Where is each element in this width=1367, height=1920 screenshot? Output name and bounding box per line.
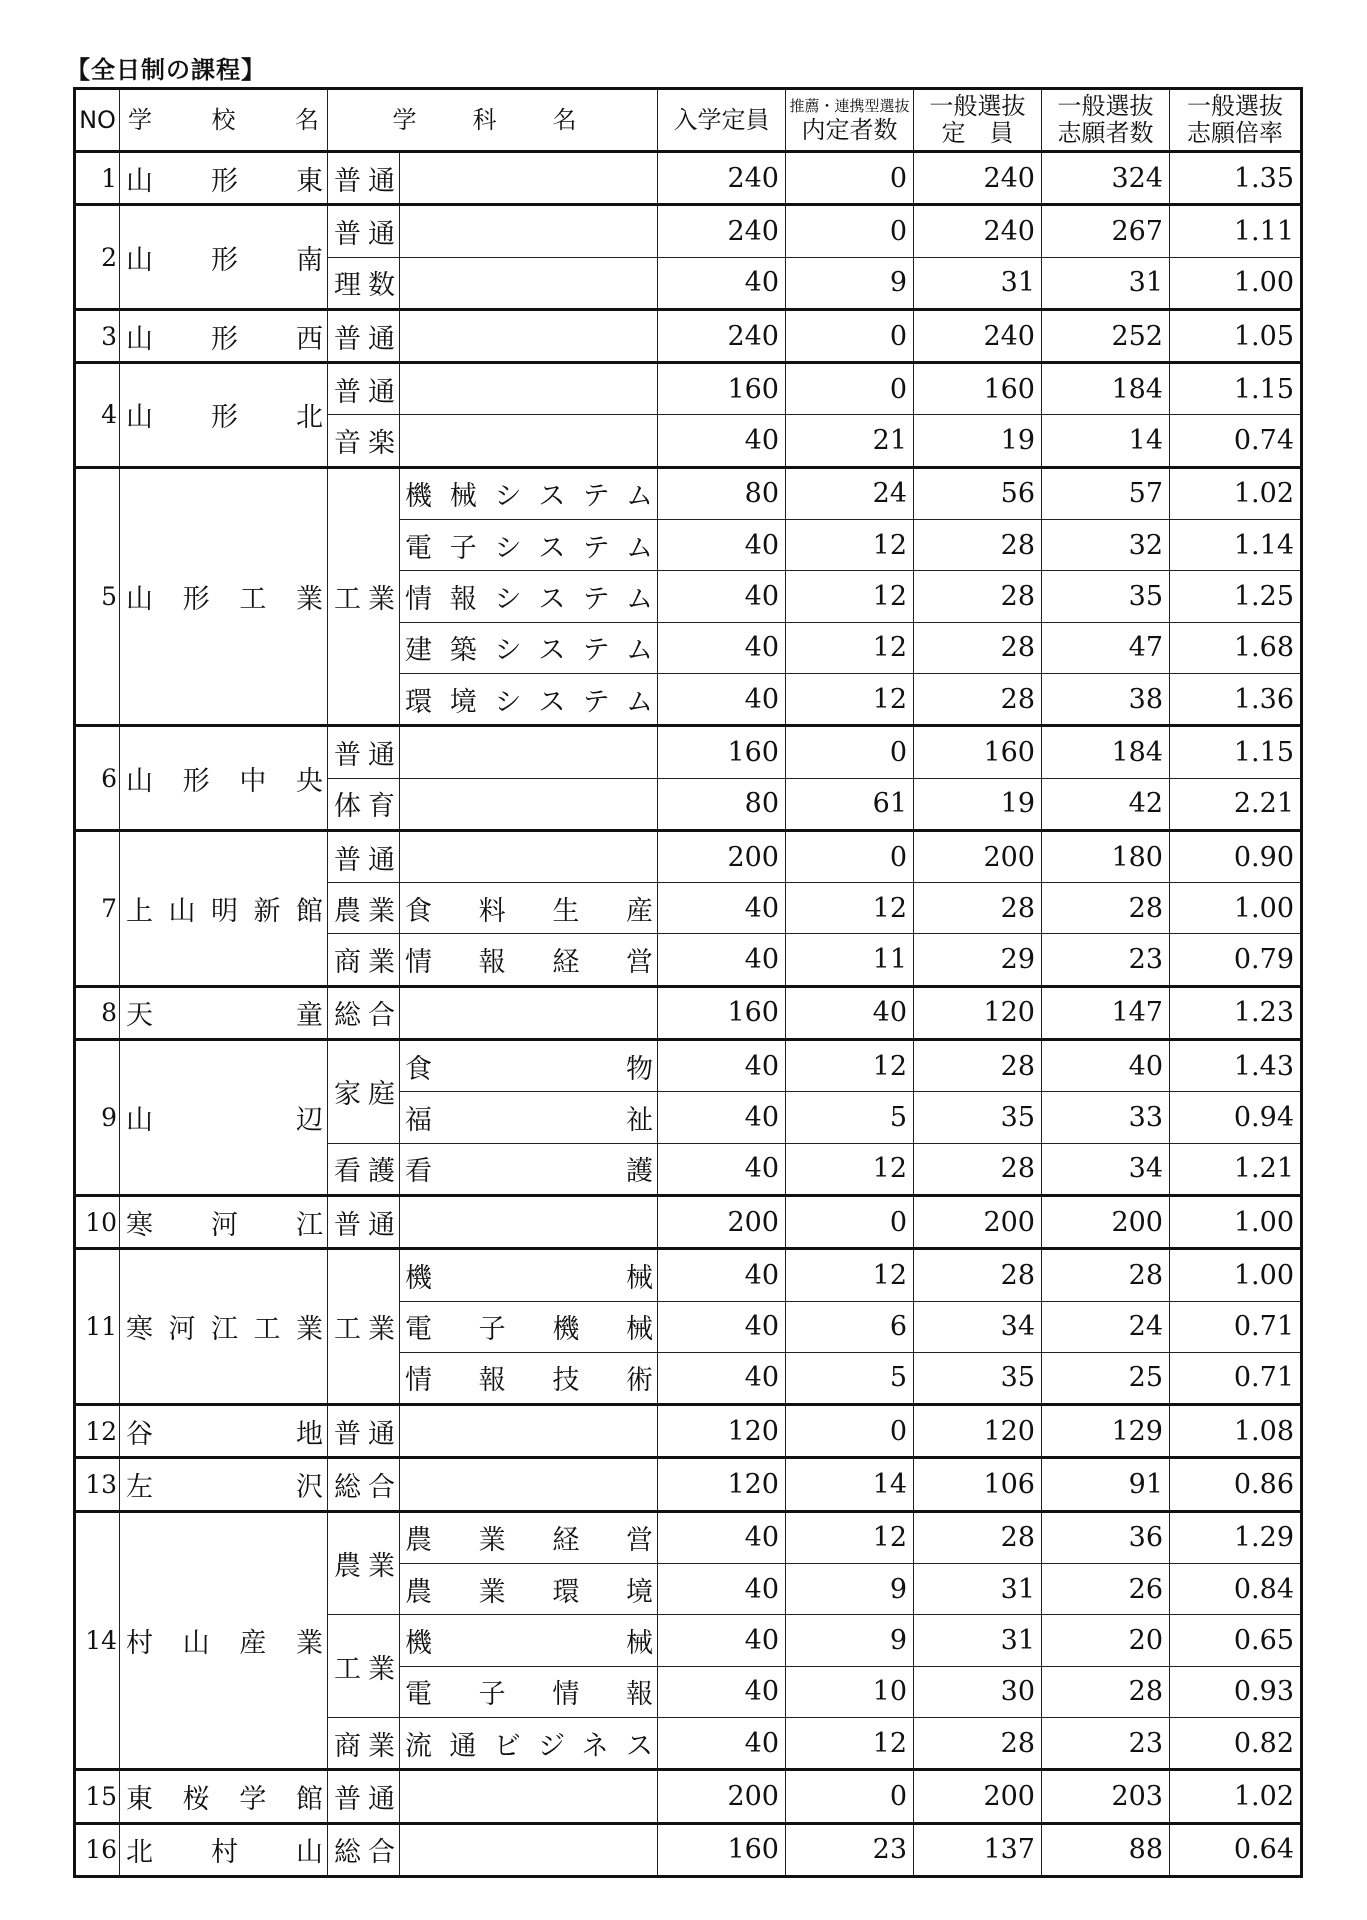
recommend-value: 12 — [786, 1249, 914, 1301]
major-name: 総合 — [328, 1458, 400, 1511]
general-capacity-value: 137 — [914, 1823, 1042, 1876]
sub-dept-name: 機械 — [400, 1249, 658, 1301]
school-group — [75, 1040, 1302, 1196]
sub-dept-name: 建築システム — [400, 622, 658, 673]
applicants-value: 40 — [1042, 1040, 1170, 1092]
header-general-capacity: 一般選抜 定 員 — [914, 89, 1042, 152]
school-no: 8 — [75, 986, 120, 1039]
school-group — [75, 309, 1302, 362]
ratio-value: 0.79 — [1170, 934, 1302, 986]
ratio-value: 0.84 — [1170, 1564, 1302, 1615]
general-capacity-value: 240 — [914, 309, 1042, 362]
school-group — [75, 1770, 1302, 1823]
school-group — [75, 1823, 1302, 1876]
general-capacity-value: 106 — [914, 1458, 1042, 1511]
applicants-value: 33 — [1042, 1092, 1170, 1143]
school-no: 14 — [75, 1511, 120, 1769]
table-row — [75, 986, 1302, 1039]
sub-dept-name: 農業経営 — [400, 1511, 658, 1563]
school-name: 山形工業 — [120, 467, 328, 725]
capacity-value: 40 — [658, 883, 786, 934]
school-name: 天童 — [120, 986, 328, 1039]
sub-dept-name: 食料生産 — [400, 883, 658, 934]
general-capacity-value: 240 — [914, 152, 1042, 205]
sub-dept-name: 機械システム — [400, 467, 658, 519]
general-capacity-value: 200 — [914, 830, 1042, 882]
capacity-value: 240 — [658, 205, 786, 257]
recommend-value: 10 — [786, 1666, 914, 1717]
capacity-value: 80 — [658, 778, 786, 830]
applicants-value: 14 — [1042, 415, 1170, 467]
header-school: 学 校 名 — [120, 89, 328, 152]
capacity-value: 40 — [658, 622, 786, 673]
major-name: 普通 — [328, 1195, 400, 1248]
applicants-value: 38 — [1042, 673, 1170, 725]
sub-dept-name — [400, 1195, 658, 1248]
capacity-value: 160 — [658, 726, 786, 778]
applicants-value: 25 — [1042, 1352, 1170, 1404]
general-capacity-value: 56 — [914, 467, 1042, 519]
capacity-value: 40 — [658, 1615, 786, 1666]
general-capacity-value: 200 — [914, 1195, 1042, 1248]
recommend-value: 0 — [786, 726, 914, 778]
table-row — [75, 830, 1302, 882]
recommend-value: 9 — [786, 1615, 914, 1666]
general-capacity-value: 35 — [914, 1092, 1042, 1143]
recommend-value: 0 — [786, 363, 914, 415]
applicants-value: 324 — [1042, 152, 1170, 205]
capacity-value: 40 — [658, 934, 786, 986]
major-name: 普通 — [328, 1405, 400, 1458]
ratio-value: 0.94 — [1170, 1092, 1302, 1143]
capacity-value: 40 — [658, 1666, 786, 1717]
ratio-value: 1.02 — [1170, 467, 1302, 519]
sub-dept-name — [400, 152, 658, 205]
header-recommend: 推薦・連携型選抜 内定者数 — [786, 89, 914, 152]
ratio-value: 1.05 — [1170, 309, 1302, 362]
sub-dept-name: 電子システム — [400, 520, 658, 571]
applicants-value: 203 — [1042, 1770, 1170, 1823]
general-capacity-value: 240 — [914, 205, 1042, 257]
ratio-value: 1.29 — [1170, 1511, 1302, 1563]
sub-dept-name: 食物 — [400, 1040, 658, 1092]
capacity-value: 40 — [658, 1564, 786, 1615]
ratio-value: 0.71 — [1170, 1301, 1302, 1352]
recommend-value: 0 — [786, 309, 914, 362]
table-row — [75, 1249, 1302, 1301]
school-no: 4 — [75, 363, 120, 468]
school-name: 村山産業 — [120, 1511, 328, 1769]
applicants-value: 23 — [1042, 934, 1170, 986]
recommend-value: 9 — [786, 257, 914, 309]
major-name: 工業 — [328, 467, 400, 725]
recommend-value: 12 — [786, 1040, 914, 1092]
school-group — [75, 1249, 1302, 1405]
major-name: 家庭 — [328, 1040, 400, 1144]
school-group — [75, 205, 1302, 310]
ratio-value: 1.11 — [1170, 205, 1302, 257]
capacity-value: 40 — [658, 1249, 786, 1301]
school-name: 山形南 — [120, 205, 328, 310]
general-capacity-value: 160 — [914, 363, 1042, 415]
major-name: 看護 — [328, 1143, 400, 1195]
ratio-value: 1.02 — [1170, 1770, 1302, 1823]
sub-dept-name: 機械 — [400, 1615, 658, 1666]
applicants-value: 35 — [1042, 571, 1170, 622]
school-no: 1 — [75, 152, 120, 205]
recommend-value: 0 — [786, 1405, 914, 1458]
applicants-value: 32 — [1042, 520, 1170, 571]
table-row — [75, 309, 1302, 362]
school-no: 11 — [75, 1249, 120, 1405]
ratio-value: 0.64 — [1170, 1823, 1302, 1876]
general-capacity-value: 28 — [914, 1511, 1042, 1563]
ratio-value: 1.08 — [1170, 1405, 1302, 1458]
recommend-value: 12 — [786, 883, 914, 934]
ratio-value: 1.25 — [1170, 571, 1302, 622]
applicants-value: 20 — [1042, 1615, 1170, 1666]
school-name: 山形西 — [120, 309, 328, 362]
sub-dept-name — [400, 205, 658, 257]
capacity-value: 240 — [658, 309, 786, 362]
sub-dept-name: 情報経営 — [400, 934, 658, 986]
major-name: 普通 — [328, 363, 400, 415]
capacity-value: 120 — [658, 1458, 786, 1511]
applicants-value: 34 — [1042, 1143, 1170, 1195]
school-name: 山形東 — [120, 152, 328, 205]
general-capacity-value: 28 — [914, 673, 1042, 725]
school-group — [75, 1405, 1302, 1458]
capacity-value: 240 — [658, 152, 786, 205]
page-title: 【全日制の課程】 — [66, 56, 266, 84]
applicants-value: 88 — [1042, 1823, 1170, 1876]
ratio-value: 0.86 — [1170, 1458, 1302, 1511]
capacity-value: 160 — [658, 1823, 786, 1876]
sub-dept-name: 情報システム — [400, 571, 658, 622]
capacity-value: 40 — [658, 1143, 786, 1195]
table-row — [75, 1405, 1302, 1458]
major-name: 普通 — [328, 830, 400, 882]
sub-dept-name — [400, 726, 658, 778]
general-capacity-value: 160 — [914, 726, 1042, 778]
school-no: 13 — [75, 1458, 120, 1511]
school-no: 2 — [75, 205, 120, 310]
table-row — [75, 152, 1302, 205]
header-no: NO — [75, 89, 120, 152]
capacity-value: 200 — [658, 830, 786, 882]
applicants-value: 31 — [1042, 257, 1170, 309]
school-name: 山辺 — [120, 1040, 328, 1196]
ratio-value: 0.65 — [1170, 1615, 1302, 1666]
major-name: 理数 — [328, 257, 400, 309]
school-no: 16 — [75, 1823, 120, 1876]
applicants-value: 252 — [1042, 309, 1170, 362]
school-name: 寒河江工業 — [120, 1249, 328, 1405]
school-group — [75, 726, 1302, 831]
applicants-value: 28 — [1042, 1249, 1170, 1301]
sub-dept-name: 農業環境 — [400, 1564, 658, 1615]
ratio-value: 0.71 — [1170, 1352, 1302, 1404]
recommend-value: 12 — [786, 1511, 914, 1563]
capacity-value: 200 — [658, 1770, 786, 1823]
ratio-value: 2.21 — [1170, 778, 1302, 830]
capacity-value: 200 — [658, 1195, 786, 1248]
recommend-value: 6 — [786, 1301, 914, 1352]
ratio-value: 1.00 — [1170, 1249, 1302, 1301]
ratio-value: 1.43 — [1170, 1040, 1302, 1092]
header-row — [75, 89, 1302, 152]
recommend-value: 12 — [786, 520, 914, 571]
sub-dept-name — [400, 415, 658, 467]
sub-dept-name — [400, 830, 658, 882]
general-capacity-value: 35 — [914, 1352, 1042, 1404]
capacity-value: 40 — [658, 673, 786, 725]
ratio-value: 1.36 — [1170, 673, 1302, 725]
table-row — [75, 205, 1302, 257]
school-group — [75, 363, 1302, 468]
major-name: 総合 — [328, 986, 400, 1039]
school-no: 10 — [75, 1195, 120, 1248]
sub-dept-name — [400, 309, 658, 362]
major-name: 工業 — [328, 1615, 400, 1718]
major-name: 音楽 — [328, 415, 400, 467]
major-name: 総合 — [328, 1823, 400, 1876]
general-capacity-value: 200 — [914, 1770, 1042, 1823]
recommend-value: 12 — [786, 1717, 914, 1769]
general-capacity-value: 34 — [914, 1301, 1042, 1352]
capacity-value: 40 — [658, 1717, 786, 1769]
ratio-value: 1.23 — [1170, 986, 1302, 1039]
recommend-value: 23 — [786, 1823, 914, 1876]
ratio-value: 1.68 — [1170, 622, 1302, 673]
general-capacity-value: 28 — [914, 1040, 1042, 1092]
ratio-value: 1.00 — [1170, 1195, 1302, 1248]
ratio-value: 1.15 — [1170, 726, 1302, 778]
general-capacity-value: 28 — [914, 883, 1042, 934]
header-ratio: 一般選抜 志願倍率 — [1170, 89, 1302, 152]
school-name: 北村山 — [120, 1823, 328, 1876]
recommend-value: 0 — [786, 1195, 914, 1248]
applicants-value: 184 — [1042, 363, 1170, 415]
recommend-value: 11 — [786, 934, 914, 986]
recommend-value: 0 — [786, 205, 914, 257]
school-group — [75, 1458, 1302, 1511]
school-group — [75, 152, 1302, 205]
major-name: 農業 — [328, 1511, 400, 1615]
ratio-value: 0.90 — [1170, 830, 1302, 882]
applicants-value: 147 — [1042, 986, 1170, 1039]
general-capacity-value: 28 — [914, 622, 1042, 673]
school-group — [75, 986, 1302, 1039]
table-row — [75, 363, 1302, 415]
general-capacity-value: 120 — [914, 986, 1042, 1039]
school-group — [75, 830, 1302, 986]
recommend-value: 0 — [786, 830, 914, 882]
general-capacity-value: 19 — [914, 415, 1042, 467]
capacity-value: 40 — [658, 520, 786, 571]
major-name: 商業 — [328, 1717, 400, 1769]
school-name: 東桜学館 — [120, 1770, 328, 1823]
school-name: 寒河江 — [120, 1195, 328, 1248]
applicants-value: 180 — [1042, 830, 1170, 882]
school-name: 左沢 — [120, 1458, 328, 1511]
general-capacity-value: 28 — [914, 1143, 1042, 1195]
sub-dept-name — [400, 986, 658, 1039]
general-capacity-value: 29 — [914, 934, 1042, 986]
ratio-value: 1.35 — [1170, 152, 1302, 205]
major-name: 工業 — [328, 1249, 400, 1405]
major-name: 普通 — [328, 726, 400, 778]
capacity-value: 40 — [658, 571, 786, 622]
general-capacity-value: 31 — [914, 257, 1042, 309]
capacity-value: 40 — [658, 257, 786, 309]
applicants-value: 28 — [1042, 883, 1170, 934]
school-no: 6 — [75, 726, 120, 831]
sub-dept-name: 電子情報 — [400, 1666, 658, 1717]
recommend-value: 12 — [786, 622, 914, 673]
ratio-value: 1.15 — [1170, 363, 1302, 415]
sub-dept-name — [400, 1458, 658, 1511]
school-group — [75, 1195, 1302, 1248]
applicants-value: 23 — [1042, 1717, 1170, 1769]
applicants-value: 47 — [1042, 622, 1170, 673]
header-dept: 学 科 名 — [328, 89, 658, 152]
school-no: 3 — [75, 309, 120, 362]
school-name: 上山明新館 — [120, 830, 328, 986]
recommend-value: 12 — [786, 571, 914, 622]
major-name: 普通 — [328, 309, 400, 362]
capacity-value: 160 — [658, 363, 786, 415]
general-capacity-value: 120 — [914, 1405, 1042, 1458]
recommend-value: 14 — [786, 1458, 914, 1511]
applicants-value: 36 — [1042, 1511, 1170, 1563]
table-row — [75, 1770, 1302, 1823]
general-capacity-value: 28 — [914, 1717, 1042, 1769]
school-no: 5 — [75, 467, 120, 725]
sub-dept-name: 情報技術 — [400, 1352, 658, 1404]
sub-dept-name — [400, 257, 658, 309]
general-capacity-value: 28 — [914, 520, 1042, 571]
recommend-value: 61 — [786, 778, 914, 830]
ratio-value: 0.82 — [1170, 1717, 1302, 1769]
capacity-value: 80 — [658, 467, 786, 519]
general-capacity-value: 28 — [914, 1249, 1042, 1301]
capacity-value: 40 — [658, 1352, 786, 1404]
sub-dept-name — [400, 778, 658, 830]
sub-dept-name — [400, 1823, 658, 1876]
applicants-value: 26 — [1042, 1564, 1170, 1615]
sub-dept-name: 看護 — [400, 1143, 658, 1195]
recommend-value: 21 — [786, 415, 914, 467]
ratio-value: 0.74 — [1170, 415, 1302, 467]
header-applicants: 一般選抜 志願者数 — [1042, 89, 1170, 152]
school-no: 15 — [75, 1770, 120, 1823]
school-no: 7 — [75, 830, 120, 986]
table-row — [75, 1823, 1302, 1876]
sub-dept-name: 流通ビジネス — [400, 1717, 658, 1769]
sub-dept-name — [400, 1405, 658, 1458]
capacity-value: 40 — [658, 1092, 786, 1143]
general-capacity-value: 31 — [914, 1615, 1042, 1666]
ratio-value: 1.00 — [1170, 883, 1302, 934]
school-group — [75, 467, 1302, 725]
school-no: 12 — [75, 1405, 120, 1458]
recommend-value: 24 — [786, 467, 914, 519]
sub-dept-name: 電子機械 — [400, 1301, 658, 1352]
general-capacity-value: 31 — [914, 1564, 1042, 1615]
applicants-value: 28 — [1042, 1666, 1170, 1717]
applicants-value: 91 — [1042, 1458, 1170, 1511]
applicants-value: 24 — [1042, 1301, 1170, 1352]
recommend-value: 12 — [786, 673, 914, 725]
table-row — [75, 1458, 1302, 1511]
table-row — [75, 1040, 1302, 1092]
major-name: 農業 — [328, 883, 400, 934]
recommend-value: 0 — [786, 1770, 914, 1823]
capacity-value: 40 — [658, 415, 786, 467]
capacity-value: 40 — [658, 1040, 786, 1092]
sub-dept-name — [400, 1770, 658, 1823]
major-name: 普通 — [328, 205, 400, 257]
applicants-value: 57 — [1042, 467, 1170, 519]
ratio-value: 1.21 — [1170, 1143, 1302, 1195]
ratio-value: 1.00 — [1170, 257, 1302, 309]
ratio-value: 0.93 — [1170, 1666, 1302, 1717]
capacity-value: 120 — [658, 1405, 786, 1458]
header-capacity: 入学定員 — [658, 89, 786, 152]
recommend-value: 5 — [786, 1092, 914, 1143]
recommend-value: 40 — [786, 986, 914, 1039]
general-capacity-value: 19 — [914, 778, 1042, 830]
school-name: 山形北 — [120, 363, 328, 468]
school-no: 9 — [75, 1040, 120, 1196]
table-row — [75, 467, 1302, 519]
recommend-value: 0 — [786, 152, 914, 205]
capacity-value: 160 — [658, 986, 786, 1039]
recommend-value: 9 — [786, 1564, 914, 1615]
admissions-table — [73, 87, 1303, 1878]
major-name: 商業 — [328, 934, 400, 986]
school-name: 谷地 — [120, 1405, 328, 1458]
major-name: 体育 — [328, 778, 400, 830]
major-name: 普通 — [328, 152, 400, 205]
table-row — [75, 726, 1302, 778]
sub-dept-name: 福祉 — [400, 1092, 658, 1143]
applicants-value: 267 — [1042, 205, 1170, 257]
school-name: 山形中央 — [120, 726, 328, 831]
recommend-value: 12 — [786, 1143, 914, 1195]
capacity-value: 40 — [658, 1511, 786, 1563]
school-group — [75, 1511, 1302, 1769]
applicants-value: 200 — [1042, 1195, 1170, 1248]
table-row — [75, 1195, 1302, 1248]
sub-dept-name: 環境システム — [400, 673, 658, 725]
applicants-value: 42 — [1042, 778, 1170, 830]
table-row — [75, 1511, 1302, 1563]
general-capacity-value: 28 — [914, 571, 1042, 622]
general-capacity-value: 30 — [914, 1666, 1042, 1717]
capacity-value: 40 — [658, 1301, 786, 1352]
major-name: 普通 — [328, 1770, 400, 1823]
sub-dept-name — [400, 363, 658, 415]
applicants-value: 129 — [1042, 1405, 1170, 1458]
recommend-value: 5 — [786, 1352, 914, 1404]
applicants-value: 184 — [1042, 726, 1170, 778]
ratio-value: 1.14 — [1170, 520, 1302, 571]
